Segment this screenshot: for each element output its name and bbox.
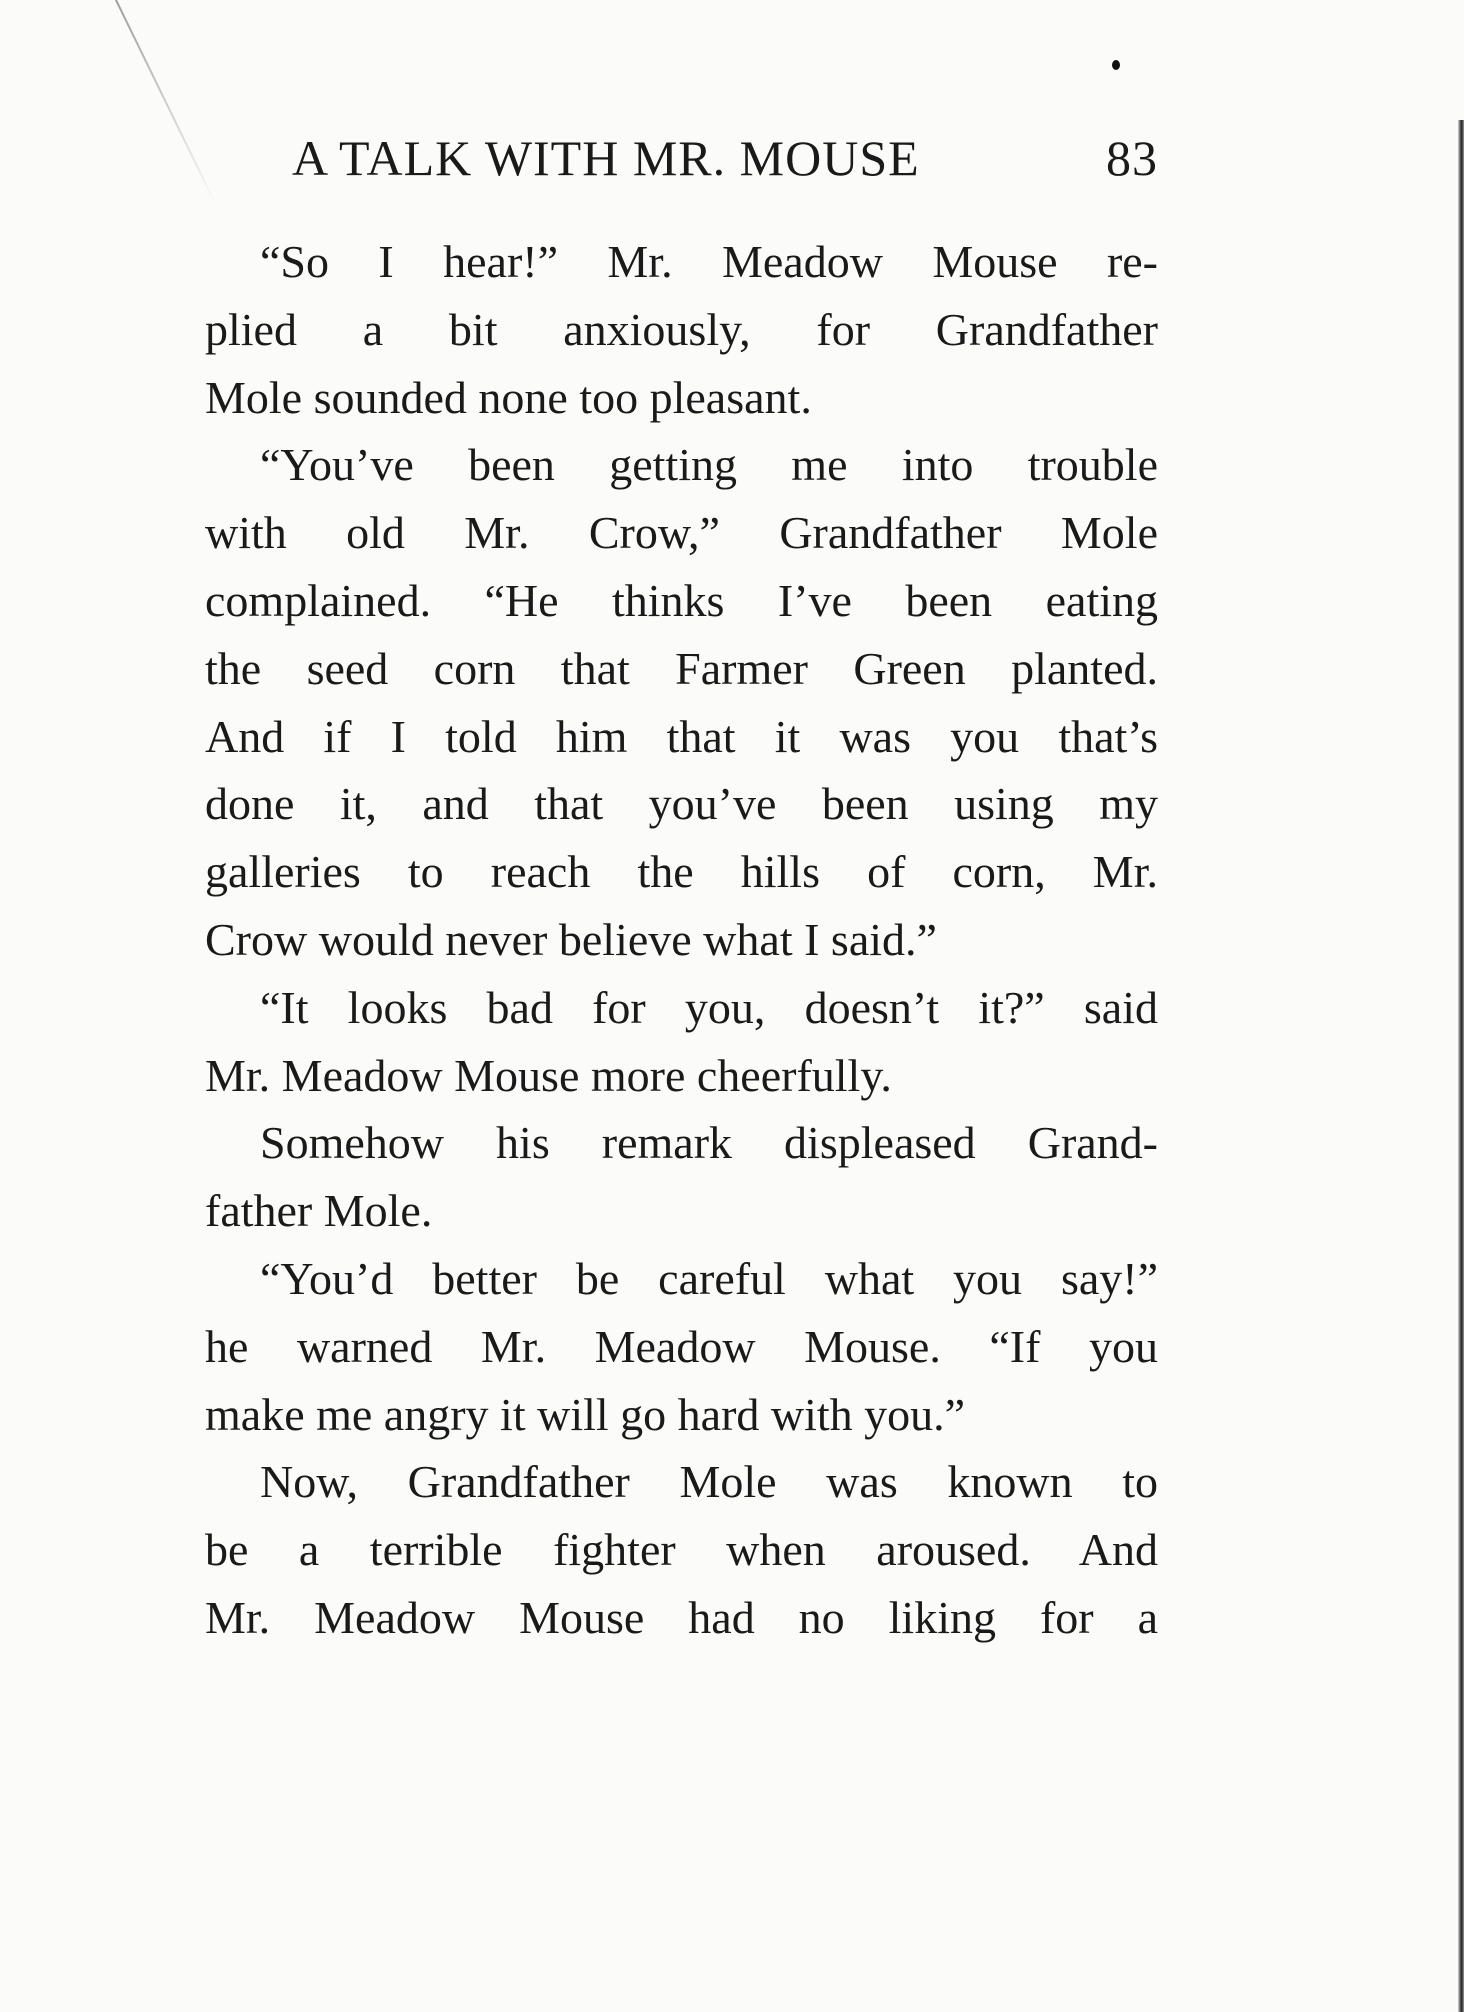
- text-line: Crow would never believe what I said.”: [205, 913, 937, 965]
- paragraph: [205, 974, 1158, 1110]
- text-line: galleries to reach the hills of corn, Mr.: [205, 846, 1158, 898]
- page-body-text: [205, 228, 1158, 1652]
- text-line: done it, and that you’ve been using my: [205, 778, 1158, 830]
- paragraph: [205, 1109, 1158, 1245]
- paragraph: [205, 228, 1158, 431]
- text-line: “You’ve been getting me into trouble: [260, 439, 1158, 491]
- text-line: he warned Mr. Meadow Mouse. “If you: [205, 1320, 1158, 1372]
- text-line: “So I hear!” Mr. Meadow Mouse re-: [260, 236, 1158, 287]
- text-line: Mr. Meadow Mouse had no liking for a: [205, 1591, 1158, 1643]
- text-line: make me angry it will go hard with you.”: [205, 1388, 966, 1440]
- paragraph: [205, 431, 1158, 973]
- page-binding-edge: [1458, 120, 1464, 2012]
- running-header: [292, 126, 1158, 190]
- text-line: be a terrible fighter when aroused. And: [205, 1524, 1158, 1576]
- text-line: the seed corn that Farmer Green planted.: [205, 642, 1158, 694]
- text-line: Now, Grandfather Mole was known to: [260, 1456, 1158, 1508]
- text-line: Mole sounded none too pleasant.: [205, 371, 812, 423]
- text-line: Somehow his remark displeased Grand-: [260, 1117, 1158, 1169]
- text-line: Mr. Meadow Mouse more cheerfully.: [205, 1049, 892, 1101]
- paragraph: [205, 1245, 1158, 1448]
- text-line: plied a bit anxiously, for Grandfather: [205, 303, 1158, 355]
- running-title: A TALK WITH MR. MOUSE: [292, 130, 920, 186]
- text-line: father Mole.: [205, 1185, 433, 1237]
- ink-speck: [1112, 60, 1120, 70]
- text-line: with old Mr. Crow,” Grandfather Mole: [205, 507, 1158, 559]
- paragraph: [205, 1448, 1158, 1651]
- text-line: “You’d better be careful what you say!”: [260, 1252, 1158, 1304]
- page-crease-mark: [110, 0, 217, 206]
- text-line: “It looks bad for you, doesn’t it?” said: [260, 981, 1158, 1033]
- text-line: complained. “He thinks I’ve been eating: [205, 574, 1158, 626]
- page-number: 83: [1106, 130, 1158, 186]
- text-line: And if I told him that it was you that’s: [205, 710, 1158, 762]
